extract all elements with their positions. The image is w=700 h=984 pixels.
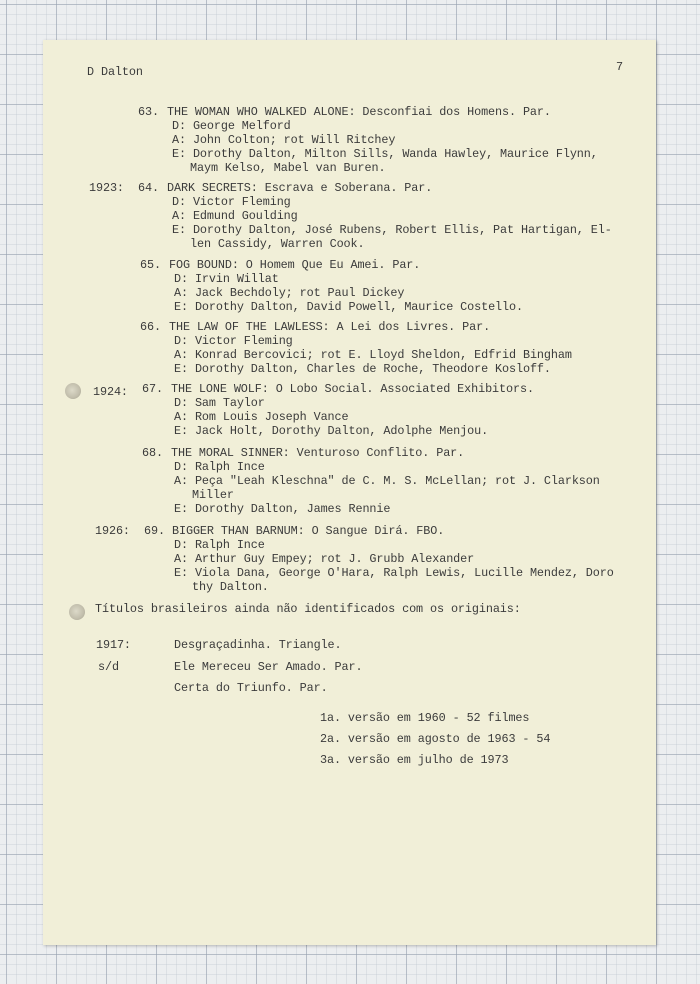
entry-title: DARK SECRETS: Escrava e Soberana. Par. — [167, 181, 433, 195]
entry-year: 1926: — [95, 524, 130, 538]
unidentified-title: Ele Mereceu Ser Amado. Par. — [174, 660, 363, 674]
unidentified-year: 1917: — [96, 638, 131, 652]
page-number: 7 — [616, 60, 623, 74]
entry-line: A: John Colton; rot Will Ritchey — [172, 133, 396, 147]
entry-number: 68. — [142, 446, 163, 460]
entry-number: 66. — [140, 320, 161, 334]
unidentified-title: Certa do Triunfo. Par. — [174, 681, 328, 695]
entry-line: E: Dorothy Dalton, Charles de Roche, Theodore Kosloff. — [174, 362, 551, 376]
entry-title: THE LONE WOLF: O Lobo Social. Associated Exhibitors. — [171, 382, 534, 396]
entry-title: THE LAW OF THE LAWLESS: A Lei dos Livres. Par. — [169, 320, 491, 334]
entry-line: D: Victor Fleming — [172, 195, 291, 209]
entry-line: A: Arthur Guy Empey; rot J. Grubb Alexander — [174, 552, 475, 566]
entry-number: 63. — [138, 105, 159, 119]
version-note: 1a. versão em 1960 - 52 filmes — [320, 711, 530, 725]
punch-hole — [69, 604, 85, 620]
entry-line: D: Ralph Ince — [174, 460, 265, 474]
header-name: D Dalton — [87, 65, 143, 79]
entry-title: THE WOMAN WHO WALKED ALONE: Desconfiai dos Homens. Par. — [167, 105, 551, 119]
entry-title: THE MORAL SINNER: Venturoso Conflito. Par. — [171, 446, 465, 460]
entry-line: D: Irvin Willat — [174, 272, 279, 286]
entry-line: A: Konrad Bercovici; rot E. Lloyd Sheldon, Edfrid Bingham — [174, 348, 572, 362]
punch-hole — [65, 383, 81, 399]
unidentified-title: Desgraçadinha. Triangle. — [174, 638, 342, 652]
entry-line: E: Dorothy Dalton, Milton Sills, Wanda Hawley, Maurice Flynn, — [172, 147, 598, 161]
entry-line: E: Jack Holt, Dorothy Dalton, Adolphe Menjou. — [174, 424, 489, 438]
entry-year: 1923: — [89, 181, 124, 195]
entry-title: FOG BOUND: O Homem Que Eu Amei. Par. — [169, 258, 421, 272]
document-page — [43, 40, 656, 945]
entry-year: 1924: — [93, 385, 128, 399]
entry-line: A: Rom Louis Joseph Vance — [174, 410, 349, 424]
section-heading: Títulos brasileiros ainda não identificados com os originais: — [95, 602, 521, 616]
entry-line: A: Peça "Leah Kleschna" de C. M. S. McLellan; rot J. Clarkson — [174, 474, 600, 488]
entry-line: D: Sam Taylor — [174, 396, 265, 410]
entry-line: thy Dalton. — [192, 580, 269, 594]
entry-line: D: George Melford — [172, 119, 291, 133]
entry-line: Maym Kelso, Mabel van Buren. — [190, 161, 386, 175]
unidentified-year: s/d — [98, 660, 119, 674]
entry-line: E: Dorothy Dalton, James Rennie — [174, 502, 391, 516]
entry-line: len Cassidy, Warren Cook. — [190, 237, 365, 251]
entry-number: 69. — [144, 524, 165, 538]
entry-number: 67. — [142, 382, 163, 396]
entry-line: E: Dorothy Dalton, David Powell, Maurice Costello. — [174, 300, 523, 314]
entry-line: E: Viola Dana, George O'Hara, Ralph Lewis, Lucille Mendez, Doro — [174, 566, 614, 580]
entry-number: 64. — [138, 181, 159, 195]
entry-line: A: Jack Bechdoly; rot Paul Dickey — [174, 286, 405, 300]
entry-line: D: Victor Fleming — [174, 334, 293, 348]
version-note: 2a. versão em agosto de 1963 - 54 — [320, 732, 551, 746]
entry-number: 65. — [140, 258, 161, 272]
entry-line: E: Dorothy Dalton, José Rubens, Robert Ellis, Pat Hartigan, El- — [172, 223, 612, 237]
entry-line: Miller — [192, 488, 234, 502]
entry-line: A: Edmund Goulding — [172, 209, 298, 223]
version-note: 3a. versão em julho de 1973 — [320, 753, 509, 767]
entry-line: D: Ralph Ince — [174, 538, 265, 552]
entry-title: BIGGER THAN BARNUM: O Sangue Dirá. FBO. — [172, 524, 445, 538]
